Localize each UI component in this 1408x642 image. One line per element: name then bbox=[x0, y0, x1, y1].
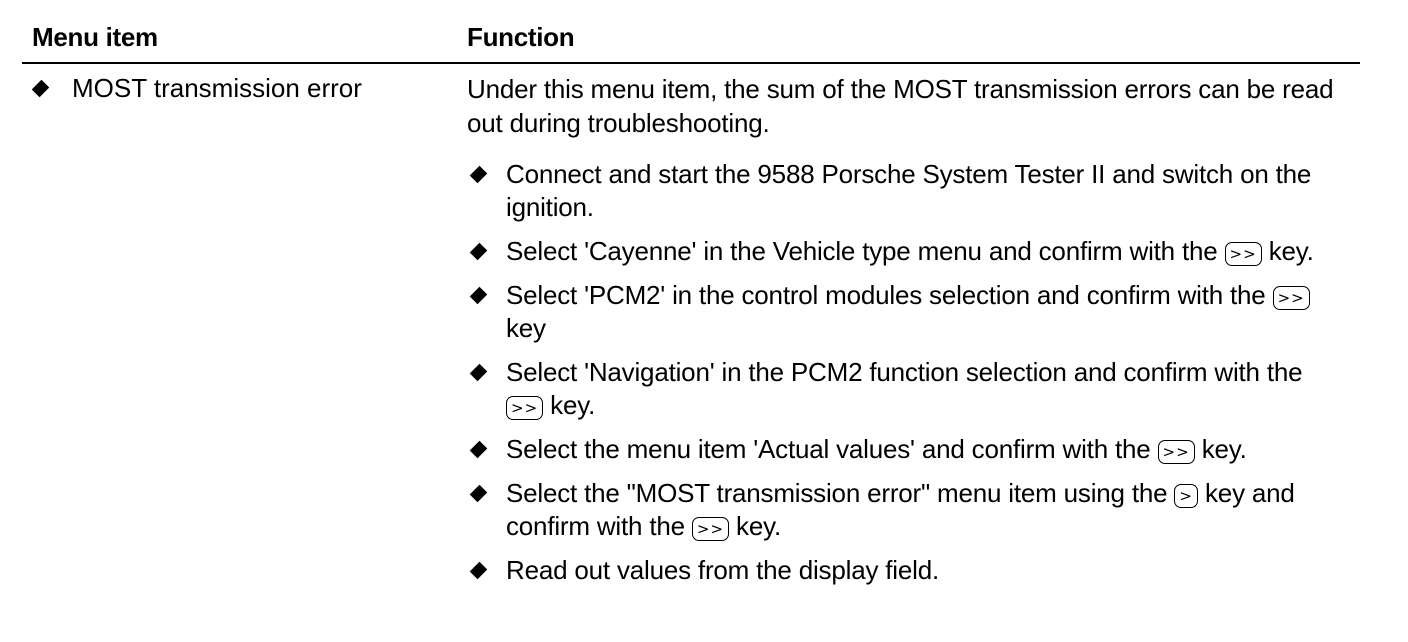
step-item bbox=[467, 356, 1357, 422]
step-text: Select the menu item 'Actual values' and confirm with the bbox=[506, 434, 1158, 464]
forward-key-icon: >> bbox=[692, 517, 729, 541]
step-text-suffix: key. bbox=[1194, 434, 1247, 464]
forward-key-icon: >> bbox=[1273, 286, 1310, 310]
step-item bbox=[467, 279, 1357, 345]
diamond-bullet-icon bbox=[470, 441, 488, 459]
step-text: Connect and start the 9588 Porsche System Tester II and switch on the ignition. bbox=[506, 159, 1312, 222]
step-item bbox=[467, 433, 1357, 466]
forward-key-icon: >> bbox=[1158, 440, 1195, 464]
step-text: Read out values from the display field. bbox=[506, 555, 939, 585]
step-text: Select 'PCM2' in the control modules selection and confirm with the bbox=[506, 280, 1273, 310]
step-text: Select 'Cayenne' in the Vehicle type menu and confirm with the bbox=[506, 236, 1225, 266]
function-column-header: Function bbox=[467, 22, 575, 52]
menu-item-column bbox=[32, 72, 452, 105]
step-item bbox=[467, 554, 1357, 587]
step-text-suffix: key. bbox=[1261, 236, 1314, 266]
menu-item-column-header: Menu item bbox=[32, 22, 158, 52]
step-item bbox=[467, 477, 1357, 543]
diamond-bullet-icon bbox=[470, 287, 488, 305]
next-key-icon: > bbox=[1174, 484, 1198, 508]
step-text-suffix: key. bbox=[729, 511, 782, 541]
step-text-middle: key and confirm with the bbox=[506, 478, 1295, 541]
diamond-bullet-icon bbox=[470, 485, 488, 503]
table-header-row bbox=[22, 0, 1360, 64]
function-description: Under this menu item, the sum of the MOST transmission errors can be read out during troubleshooting. bbox=[467, 74, 1334, 138]
menu-item-label: MOST transmission error bbox=[72, 73, 362, 103]
diamond-bullet-icon bbox=[470, 562, 488, 580]
forward-key-icon: >> bbox=[1225, 242, 1262, 266]
function-column bbox=[467, 72, 1357, 598]
diamond-bullet-icon bbox=[32, 80, 50, 98]
step-text-suffix: key. bbox=[543, 390, 596, 420]
diamond-bullet-icon bbox=[470, 243, 488, 261]
step-text: Select 'Navigation' in the PCM2 function selection and confirm with the bbox=[506, 357, 1303, 387]
step-text-suffix: key bbox=[506, 313, 546, 343]
menu-item-entry bbox=[32, 72, 452, 105]
diamond-bullet-icon bbox=[470, 166, 488, 184]
step-item bbox=[467, 235, 1357, 268]
forward-key-icon: >> bbox=[506, 396, 543, 420]
step-item bbox=[467, 158, 1357, 224]
step-text: Select the "MOST transmission error" menu item using the bbox=[506, 478, 1175, 508]
diamond-bullet-icon bbox=[470, 364, 488, 382]
